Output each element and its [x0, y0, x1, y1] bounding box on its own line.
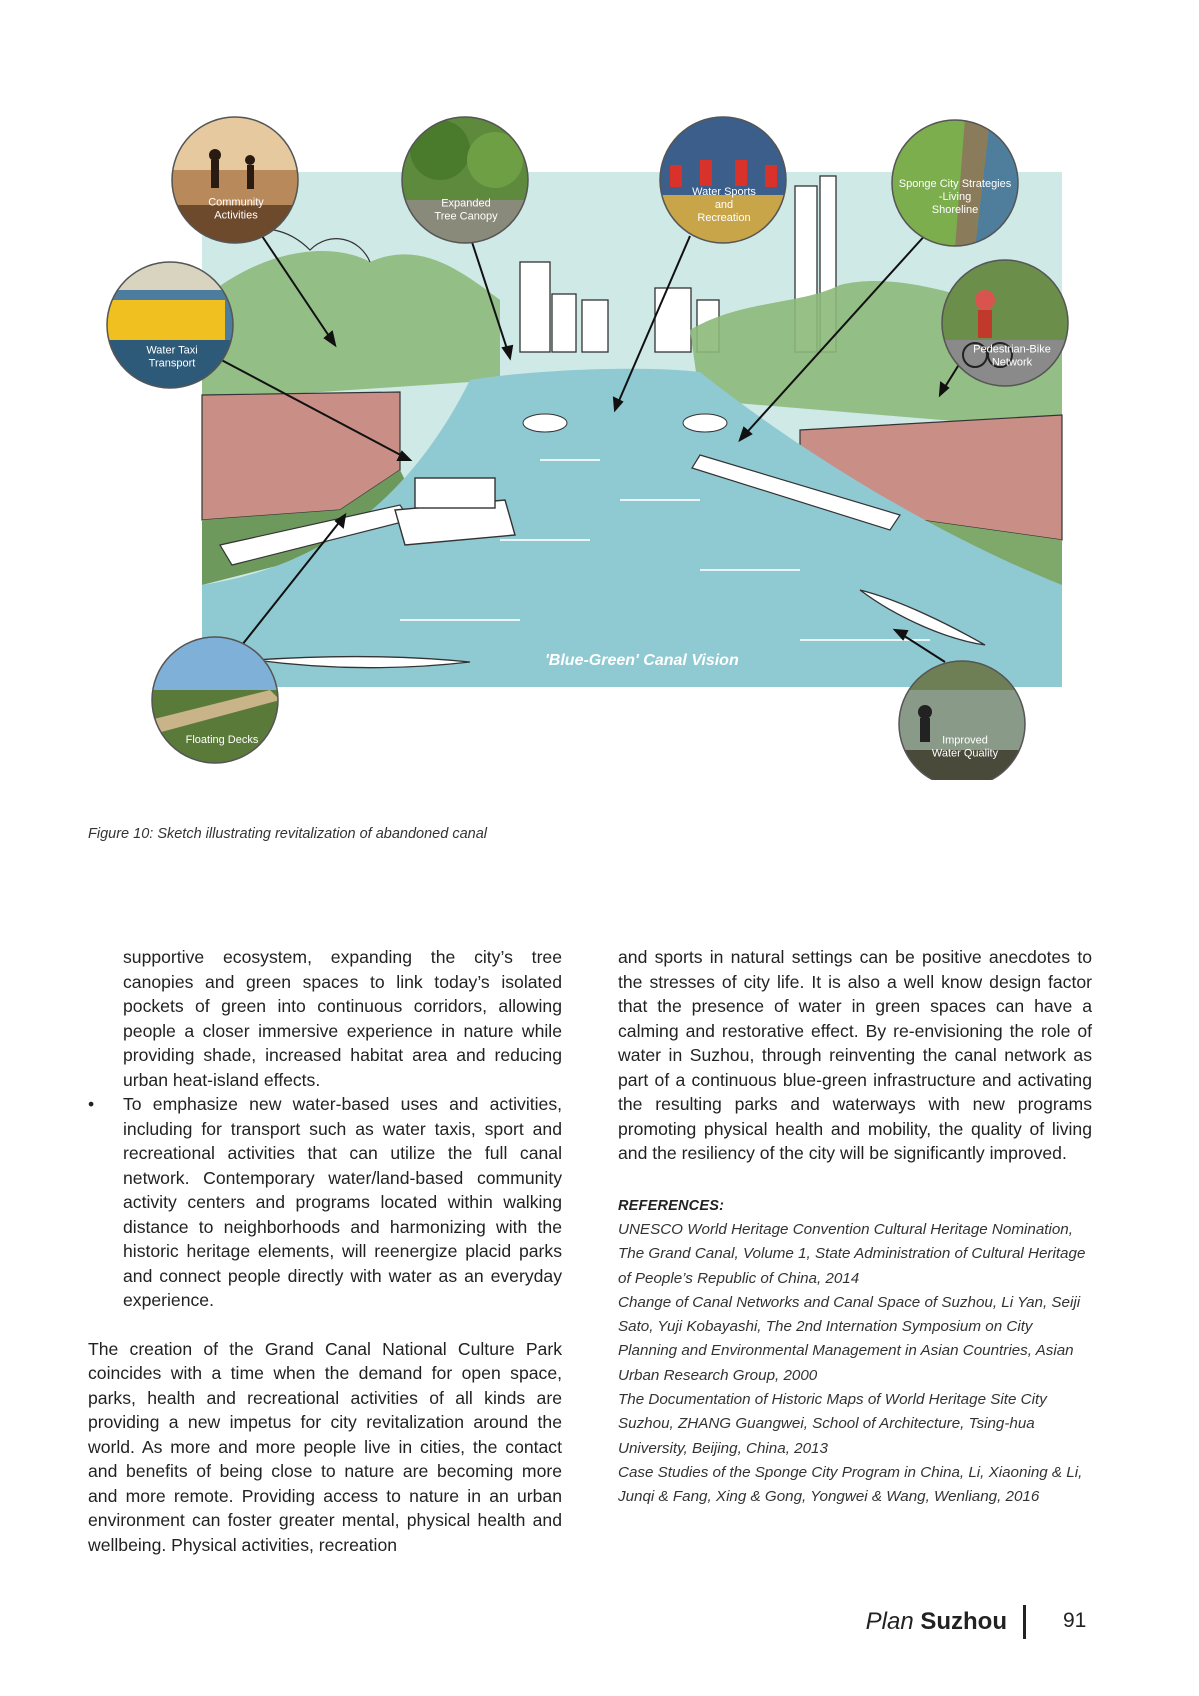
sketch-scene: [202, 172, 1062, 687]
right-column: [618, 945, 1092, 1510]
references-list: [618, 1218, 1092, 1510]
callout-label-line: Network: [991, 356, 1033, 369]
callout-label: Water Sports: [692, 186, 756, 198]
callout-label: Floating Decks: [185, 734, 259, 746]
callout-label: Pedestrian-Bike: [973, 343, 1051, 356]
bullet-item: [88, 1092, 562, 1313]
callout-label: Water Taxi: [146, 344, 198, 357]
callout-label-line: Activities: [214, 209, 258, 222]
svg-text:Floating Decks: [186, 734, 259, 746]
callout-label-line: Water Quality: [931, 747, 999, 760]
figure-caption: Figure 10: Sketch illustrating revitalization of abandoned canal: [88, 826, 487, 842]
references-heading: REFERENCES:: [618, 1197, 725, 1214]
bullet-text: To emphasize new water-based uses and activities, including for transport such as water taxis, sport and recreational activities that can utilize the full canal network. Contemporary water/land-based community activity centers and programs located within walking distance to neighborhoods and harmonizing with the historic heritage elements, will reenergize placid parks and connect people directly with water as an everyday experience.: [123, 1094, 562, 1310]
reference-item: UNESCO World Heritage Convention Cultural Heritage Nomination, The Grand Canal, Volume 1, State Administration of Cultural Heritage of People’s Republic of China, 2014: [618, 1221, 1086, 1287]
callout-label: Expanded: [441, 197, 491, 210]
left-column: [88, 945, 562, 1557]
callout-label-line: and: [714, 199, 734, 211]
vision-label: 'Blue-Green' Canal Vision: [545, 652, 739, 669]
left-paragraph-continued: supportive ecosystem, expanding the city’s tree canopies and green spaces to link today’s isolated pockets of green into continuous corridors, allowing people a closer immersive experience in nature while providing shade, increased habitat area and reducing urban heat-island effects.: [123, 947, 562, 1090]
callout-label-line: -Living: [938, 191, 972, 203]
svg-text:CommunityActivities: [208, 197, 264, 222]
callout-label: Community: [208, 196, 264, 209]
footer-title: [866, 1608, 1007, 1636]
svg-text:ExpandedTree Canopy: [434, 198, 498, 223]
callout-label-line: Transport: [148, 357, 196, 370]
callout-label-line: Shoreline: [931, 204, 979, 216]
reference-item: The Documentation of Historic Maps of World Heritage Site City Suzhou, ZHANG Guangwei, School of Architecture, Tsing-hua University, Beijing, China, 2013: [618, 1391, 1047, 1457]
callout-label: Sponge City Strategies: [898, 178, 1012, 190]
callout-label-line: Tree Canopy: [434, 210, 498, 223]
page-number: 91: [1063, 1609, 1087, 1632]
bullet-icon: •: [88, 1094, 95, 1114]
right-paragraph: and sports in natural settings can be positive anecdotes to the stresses of city life. It is also a well know design factor that the presence of water in green spaces can have a calming and restorative effect. By re-envisioning the role of water in Suzhou, through reinventing the canal network as part of a continuous blue-green infrastructure and activating the resulting parks and waterways with new programs promoting physical health and mobility, the quality of living and the resiliency of the city will be significantly improved.: [618, 947, 1092, 1163]
footer-plan: Plan: [865, 1608, 914, 1635]
reference-item: Case Studies of the Sponge City Program in China, Li, Xiaoning & Li, Junqi & Fang, Xing & Gong, Yongwei & Wang, Wenliang, 2016: [618, 1463, 1083, 1506]
reference-item: Change of Canal Networks and Canal Space of Suzhou, Li Yan, Seiji Sato, Yuji Kobayashi, The 2nd Internation Symposium on City Planning and Environmental Management in Asian Countries, Asian Urban Research Group, 2000: [618, 1293, 1081, 1384]
canal-sketch-figure: [0, 0, 1199, 780]
left-paragraph: The creation of the Grand Canal National Culture Park coincides with a time when the demand for open space, parks, health and recreational activities of all kinds are providing a new impetus for city revitalization around the world. As more and more people live in cities, the contact and benefits of being close to nature are becoming more and more remote. Providing access to nature in an urban environment can foster greater mental, physical health and wellbeing. Physical activities, recreation: [88, 1338, 562, 1555]
callout-label-line: Recreation: [697, 212, 751, 224]
footer-divider: [1023, 1605, 1026, 1639]
svg-text:Water TaxiTransport: [146, 345, 197, 370]
callout-label: Improved: [942, 734, 988, 747]
footer-city: Suzhou: [920, 1608, 1007, 1635]
